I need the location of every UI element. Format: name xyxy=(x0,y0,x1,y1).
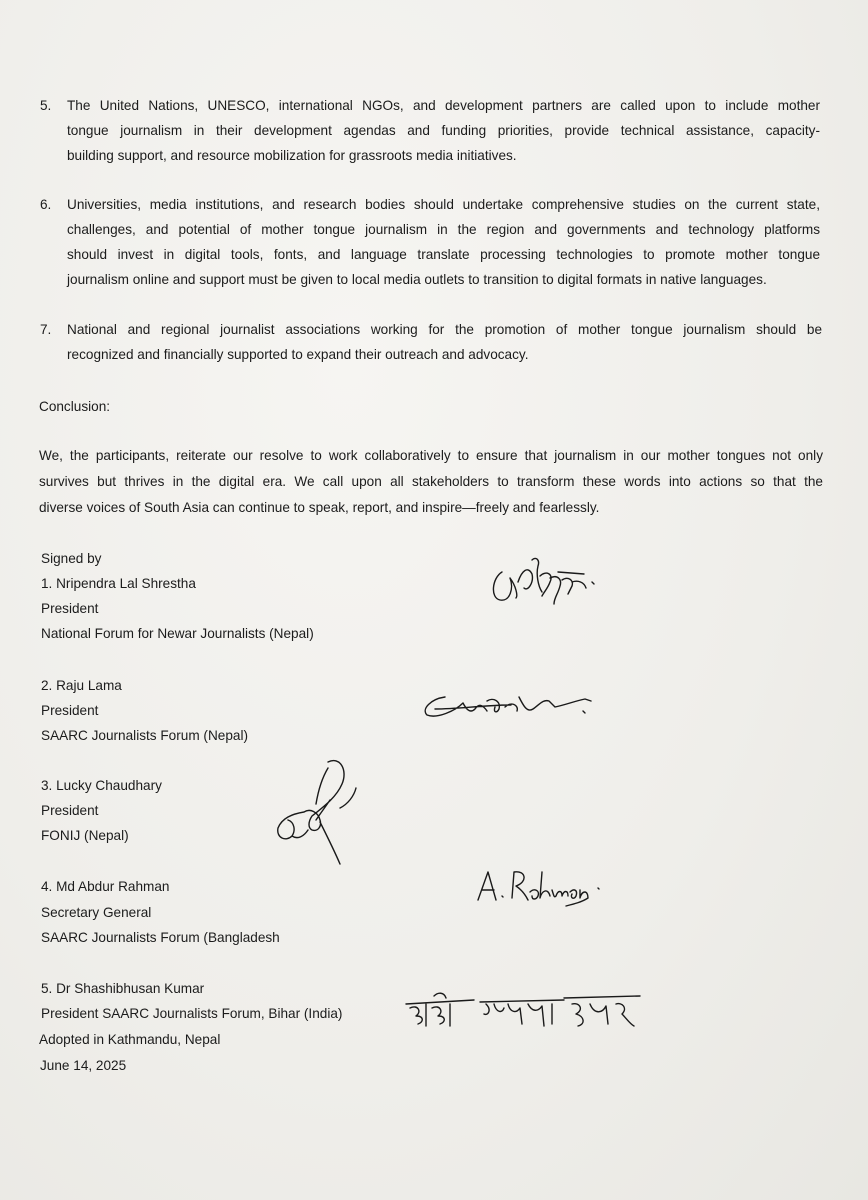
signatory-org: National Forum for Newar Journalists (Nepal) xyxy=(41,626,314,641)
signatory-org: SAARC Journalists Forum (Bangladesh xyxy=(41,930,280,945)
item-text xyxy=(67,317,822,367)
conclusion-paragraph xyxy=(39,443,823,521)
item-number: 6. xyxy=(40,197,52,212)
text-line: Universities, media institutions, and research bodies should undertake comprehensive studies on the current state, xyxy=(67,197,820,212)
text-line: recognized and financially supported to expand their outreach and advocacy. xyxy=(67,347,529,362)
signatory-name: 1. Nripendra Lal Shrestha xyxy=(41,576,196,591)
signatory-org: FONIJ (Nepal) xyxy=(41,828,129,843)
signature-raju-lama xyxy=(415,683,595,723)
text-line: National and regional journalist associations working for the promotion of mother tongue journalism should be xyxy=(67,322,822,337)
text-line: diverse voices of South Asia can continue to speak, report, and inspire—freely and fearlessly. xyxy=(39,500,600,515)
text-line: building support, and resource mobilization for grassroots media initiatives. xyxy=(67,148,517,163)
signatory-name: 2. Raju Lama xyxy=(41,678,122,693)
signatory-name: 4. Md Abdur Rahman xyxy=(41,879,170,894)
signatory-title: President SAARC Journalists Forum, Bihar (India) xyxy=(41,1006,343,1021)
signature-nripendra xyxy=(488,552,608,612)
item-text xyxy=(67,192,820,292)
signatory-title: President xyxy=(41,601,99,616)
item-text xyxy=(67,93,820,168)
signatory-name: 3. Lucky Chaudhary xyxy=(41,778,162,793)
signed-by-heading: Signed by xyxy=(41,551,102,566)
conclusion-heading: Conclusion: xyxy=(39,399,111,414)
signatory-title: President xyxy=(41,703,99,718)
signatory-name: 5. Dr Shashibhusan Kumar xyxy=(41,981,205,996)
text-line: tongue journalism in their development agendas and funding priorities, provide technical assistance, capacity- xyxy=(67,123,820,138)
signature-a-rahman xyxy=(470,866,600,910)
adopted-location: Adopted in Kathmandu, Nepal xyxy=(39,1032,221,1047)
text-line: The United Nations, UNESCO, international NGOs, and development partners are called upon to include mother xyxy=(67,98,820,113)
signature-shashibhusan xyxy=(404,990,644,1034)
item-number: 7. xyxy=(40,322,52,337)
text-line: challenges, and potential of mother tongue journalism in the region and governments and technology platforms xyxy=(67,222,820,237)
adopted-date: June 14, 2025 xyxy=(40,1058,127,1073)
signatory-title: President xyxy=(41,803,99,818)
item-number: 5. xyxy=(40,98,52,113)
signatory-title: Secretary General xyxy=(41,905,152,920)
signature-lucky-chaudhary xyxy=(268,756,368,868)
text-line: We, the participants, reiterate our resolve to work collaboratively to ensure that journalism in our mother tongues not only xyxy=(39,448,823,463)
text-line: survives but thrives in the digital era. We call upon all stakeholders to transform these words into actions so that the xyxy=(39,474,823,489)
signatory-org: SAARC Journalists Forum (Nepal) xyxy=(41,728,248,743)
text-line: journalism online and support must be given to local media outlets to transition to digital formats in native languages. xyxy=(67,272,767,287)
text-line: should invest in digital tools, fonts, and language translate processing technologies to promote mother tongue xyxy=(67,247,820,262)
